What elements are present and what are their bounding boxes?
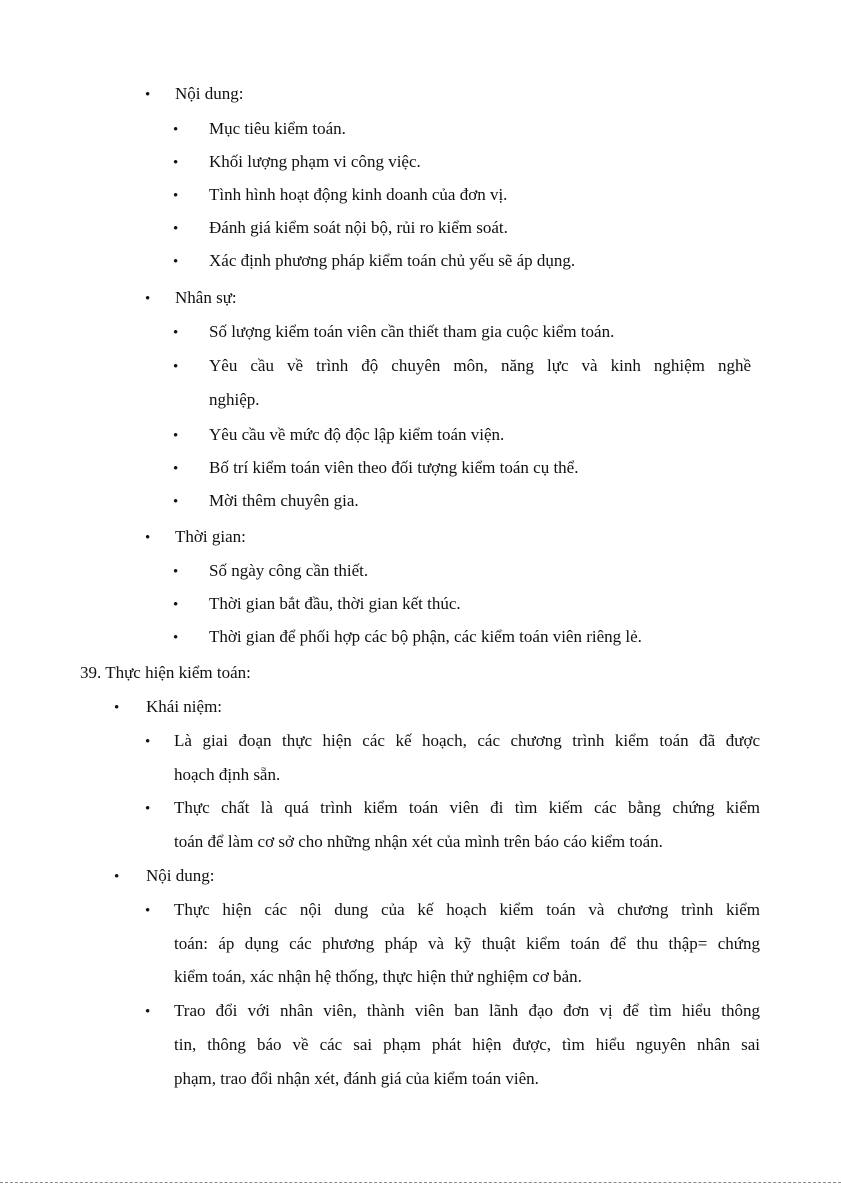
list-item-continuation: toán: áp dụng các phương pháp và kỹ thuật kiểm toán để thu thập= chứng [174, 934, 760, 953]
subheading-personnel: Nhân sự: [175, 288, 237, 307]
subheading-concept: Khái niệm: [146, 697, 223, 716]
bullet-icon: • [173, 155, 179, 171]
list-item: Bố trí kiểm toán viên theo đối tượng kiểm toán cụ thể. [209, 458, 579, 477]
list-item-continuation: kiểm toán, xác nhận hệ thống, thực hiện thử nghiệm cơ bản. [174, 967, 582, 986]
list-item: Xác định phương pháp kiểm toán chủ yếu sẽ áp dụng. [209, 251, 576, 270]
list-item-continuation: phạm, trao đổi nhận xét, đánh giá của kiểm toán viên. [174, 1069, 539, 1088]
list-item: Mời thêm chuyên gia. [209, 491, 359, 510]
list-item: Mục tiêu kiểm toán. [209, 119, 346, 138]
list-item: Trao đổi với nhân viên, thành viên ban lãnh đạo đơn vị để tìm hiểu thông [174, 1001, 760, 1020]
subheading-timing: Thời gian: [175, 527, 246, 546]
bullet-icon: • [173, 221, 179, 237]
bullet-icon: • [173, 359, 179, 375]
page-bottom-divider [0, 1182, 841, 1183]
bullet-icon: • [173, 122, 179, 138]
bullet-icon: • [145, 801, 151, 817]
list-item-continuation: tin, thông báo về các sai phạm phát hiện được, tìm hiểu nguyên nhân sai [174, 1035, 760, 1054]
bullet-icon: • [145, 87, 151, 103]
list-item: Yêu cầu về mức độ độc lập kiểm toán viện. [209, 425, 505, 444]
bullet-icon: • [145, 903, 151, 919]
list-item-continuation: toán để làm cơ sở cho những nhận xét của mình trên báo cáo kiểm toán. [174, 832, 663, 851]
section-heading: 39. Thực hiện kiểm toán: [80, 663, 251, 682]
bullet-icon: • [145, 1004, 151, 1020]
list-item: Số ngày công cần thiết. [209, 561, 369, 580]
bullet-icon: • [173, 564, 179, 580]
bullet-icon: • [173, 597, 179, 613]
list-item: Thực hiện các nội dung của kế hoạch kiểm toán và chương trình kiểm [174, 900, 760, 919]
list-item: Số lượng kiểm toán viên cần thiết tham gia cuộc kiểm toán. [209, 322, 615, 341]
bullet-icon: • [173, 254, 179, 270]
subheading-content: Nội dung: [146, 866, 215, 885]
list-item: Tình hình hoạt động kinh doanh của đơn vị. [209, 185, 508, 204]
list-item: Thời gian để phối hợp các bộ phận, các kiểm toán viên riêng lẻ. [209, 627, 642, 646]
bullet-icon: • [173, 630, 179, 646]
bullet-icon: • [145, 530, 151, 546]
bullet-icon: • [145, 291, 151, 307]
list-item: Thời gian bắt đầu, thời gian kết thúc. [209, 594, 461, 613]
list-item-continuation: hoạch định sẵn. [174, 765, 281, 784]
list-item: Yêu cầu về trình độ chuyên môn, năng lực và kinh nghiệm nghề [209, 356, 751, 375]
list-item: Thực chất là quá trình kiểm toán viên đi tìm kiếm các bằng chứng kiểm [174, 798, 760, 817]
bullet-icon: • [145, 734, 151, 750]
bullet-icon: • [173, 325, 179, 341]
list-item: Khối lượng phạm vi công việc. [209, 152, 421, 171]
list-item-continuation: nghiệp. [209, 390, 260, 409]
list-item: Đánh giá kiểm soát nội bộ, rủi ro kiểm soát. [209, 218, 508, 237]
subheading-plan-content: Nội dung: [175, 84, 244, 103]
bullet-icon: • [173, 188, 179, 204]
bullet-icon: • [173, 461, 179, 477]
bullet-icon: • [114, 700, 120, 716]
list-item: Là giai đoạn thực hiện các kế hoạch, các chương trình kiểm toán đã được [174, 731, 760, 750]
bullet-icon: • [173, 494, 179, 510]
bullet-icon: • [114, 869, 120, 885]
bullet-icon: • [173, 428, 179, 444]
